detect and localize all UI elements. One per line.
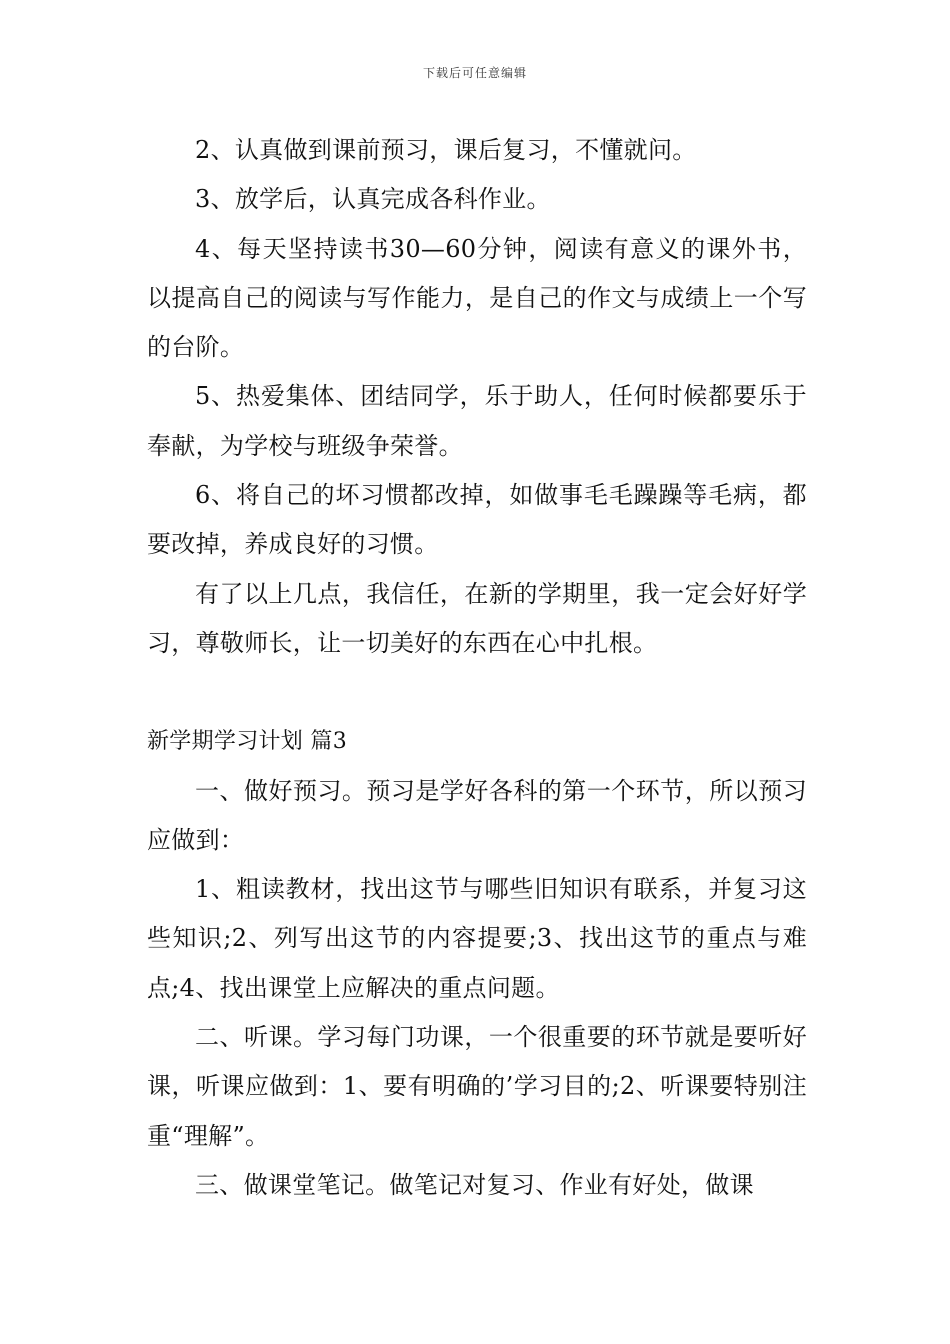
paragraph-item-3: 3、放学后，认真完成各科作业。 <box>195 185 551 214</box>
paragraph-preview: 一、做好预习。预习是学好各科的第一个环节，所以预习应做到： <box>147 776 807 854</box>
paragraph-item-6: 6、将自己的坏习惯都改掉，如做事毛毛躁躁等毛病，都要改掉，养成良好的习惯。 <box>147 481 807 559</box>
section-title: 新学期学习计划 篇3 <box>147 729 347 755</box>
section-spacer <box>147 668 807 717</box>
page-header: 下载后可任意编辑 <box>422 66 527 80</box>
paragraph-item-4: 4、每天坚持读书30—60分钟，阅读有意义的课外书，以提高自己的阅读与写作能力，是自己的作文与成绩上一个写的台阶。 <box>147 234 807 362</box>
paragraph-listening: 二、听课。学习每门功课，一个很重要的环节就是要听好课，听课应做到：1、要有明确的’学习目的;2、听课要特别注重“理解”。 <box>147 1023 807 1150</box>
paragraph-item-5: 5、热爱集体、团结同学，乐于助人，任何时候都要乐于奉献，为学校与班级争荣誉。 <box>147 382 807 460</box>
paragraph-preview-steps: 1、粗读教材，找出这节与哪些旧知识有联系，并复习这些知识;2、列写出这节的内容提要;3、找出这节的重点与难点;4、找出课堂上应解决的重点问题。 <box>147 875 807 1002</box>
paragraph-item-2: 2、认真做到课前预习，课后复习，不懂就问。 <box>195 136 697 164</box>
document-body <box>147 126 807 1210</box>
paragraph-conclusion: 有了以上几点，我信任，在新的学期里，我一定会好好学习，尊敬师长，让一切美好的东西在心中扎根。 <box>147 579 807 657</box>
paragraph-notes: 三、做课堂笔记。做笔记对复习、作业有好处，做课 <box>195 1170 754 1199</box>
